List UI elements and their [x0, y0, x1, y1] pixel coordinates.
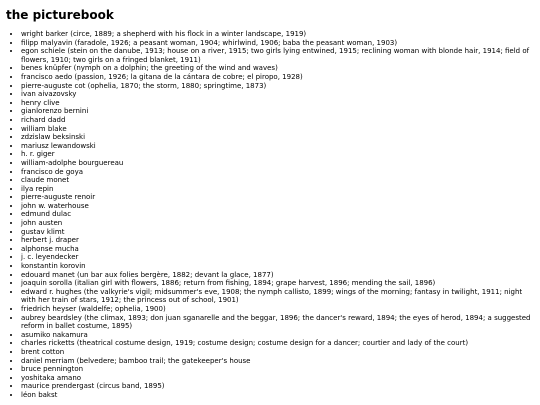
- list-item: • john austen: [21, 219, 534, 228]
- list-item: • pierre-auguste renoir: [21, 193, 534, 202]
- list-item: • ivan aivazovsky: [21, 90, 534, 99]
- list-item: • richard dadd: [21, 116, 534, 125]
- list-item: • francisco de goya: [21, 168, 534, 177]
- list-item: • asumiko nakamura: [21, 331, 534, 340]
- list-item: • friedrich heyser (waldelfe; ophelia, 1900): [21, 305, 534, 314]
- list-item: • mariusz lewandowski: [21, 142, 534, 151]
- list-item: • yoshitaka amano: [21, 374, 534, 383]
- list-item: • francisco aedo (passion, 1926; la gitana de la cántara de cobre; el piropo, 1928): [21, 73, 534, 82]
- list-item: • j. c. leyendecker: [21, 253, 534, 262]
- list-item: • benes knüpfer (nymph on a dolphin; the greeting of the wind and waves): [21, 64, 534, 73]
- list-item: • wright barker (circe, 1889; a shepherd with his flock in a winter landscape, 1919): [21, 30, 534, 39]
- list-item: • zdzislaw beksinski: [21, 133, 534, 142]
- artist-list: [6, 30, 534, 400]
- list-item: • pierre-auguste cot (ophelia, 1870; the storm, 1880; springtime, 1873): [21, 82, 534, 91]
- list-item: • herbert j. draper: [21, 236, 534, 245]
- page-title: the picturebook: [6, 8, 114, 22]
- list-item: • william-adolphe bourguereau: [21, 159, 534, 168]
- list-item: • gustav klimt: [21, 228, 534, 237]
- list-item: • bruce pennington: [21, 365, 534, 374]
- list-item: • edouard manet (un bar aux folies bergère, 1882; devant la glace, 1877): [21, 271, 534, 280]
- list-item: • daniel merriam (belvedere; bamboo trail; the gatekeeper's house: [21, 357, 534, 366]
- list-item: • charles ricketts (theatrical costume design, 1919; costume design; costume design for a dancer; courtier and lady of the court): [21, 339, 534, 348]
- list-item: • claude monet: [21, 176, 534, 185]
- list-item: • joaquin sorolla (italian girl with flowers, 1886; return from fishing, 1894; grape harvest, 1896; mending the sail, 1896): [21, 279, 534, 288]
- list-item: • léon bakst: [21, 391, 534, 400]
- list-item: • alphonse mucha: [21, 245, 534, 254]
- list-item: • aubrey beardsley (the climax, 1893; don juan sganarelle and the beggar, 1896; the dancer's reward, 1894; the eyes of herod, 1894; a suggested reform in ballet costume, 1895): [21, 314, 534, 331]
- list-item: • gianlorenzo bernini: [21, 107, 534, 116]
- list-item: • john w. waterhouse: [21, 202, 534, 211]
- list-item: • filipp malyavin (faradole, 1926; a peasant woman, 1904; whirlwind, 1906; baba the peasant woman, 1903): [21, 39, 534, 48]
- list-item: • h. r. giger: [21, 150, 534, 159]
- list-item: • egon schiele (stein on the danube, 1913; house on a river, 1915; two girls lying entwined, 1915; reclining woman with blonde hair, 1914; field of flowers, 1910; two girls on a fringed blanket, 1911): [21, 47, 534, 64]
- list-item: • maurice prendergast (circus band, 1895): [21, 382, 534, 391]
- list-item: • brent cotton: [21, 348, 534, 357]
- list-item: • edward r. hughes (the valkyrie's vigil; midsummer's eve, 1908; the nymph callisto, 1899; wings of the morning; fantasy in twilight, 1911; night with her train of stars, 1912; the princess out of school, 1901): [21, 288, 534, 305]
- list-item: • konstantin korovin: [21, 262, 534, 271]
- list-item: • william blake: [21, 125, 534, 134]
- list-item: • edmund dulac: [21, 210, 534, 219]
- list-item: • ilya repin: [21, 185, 534, 194]
- list-item: • henry clive: [21, 99, 534, 108]
